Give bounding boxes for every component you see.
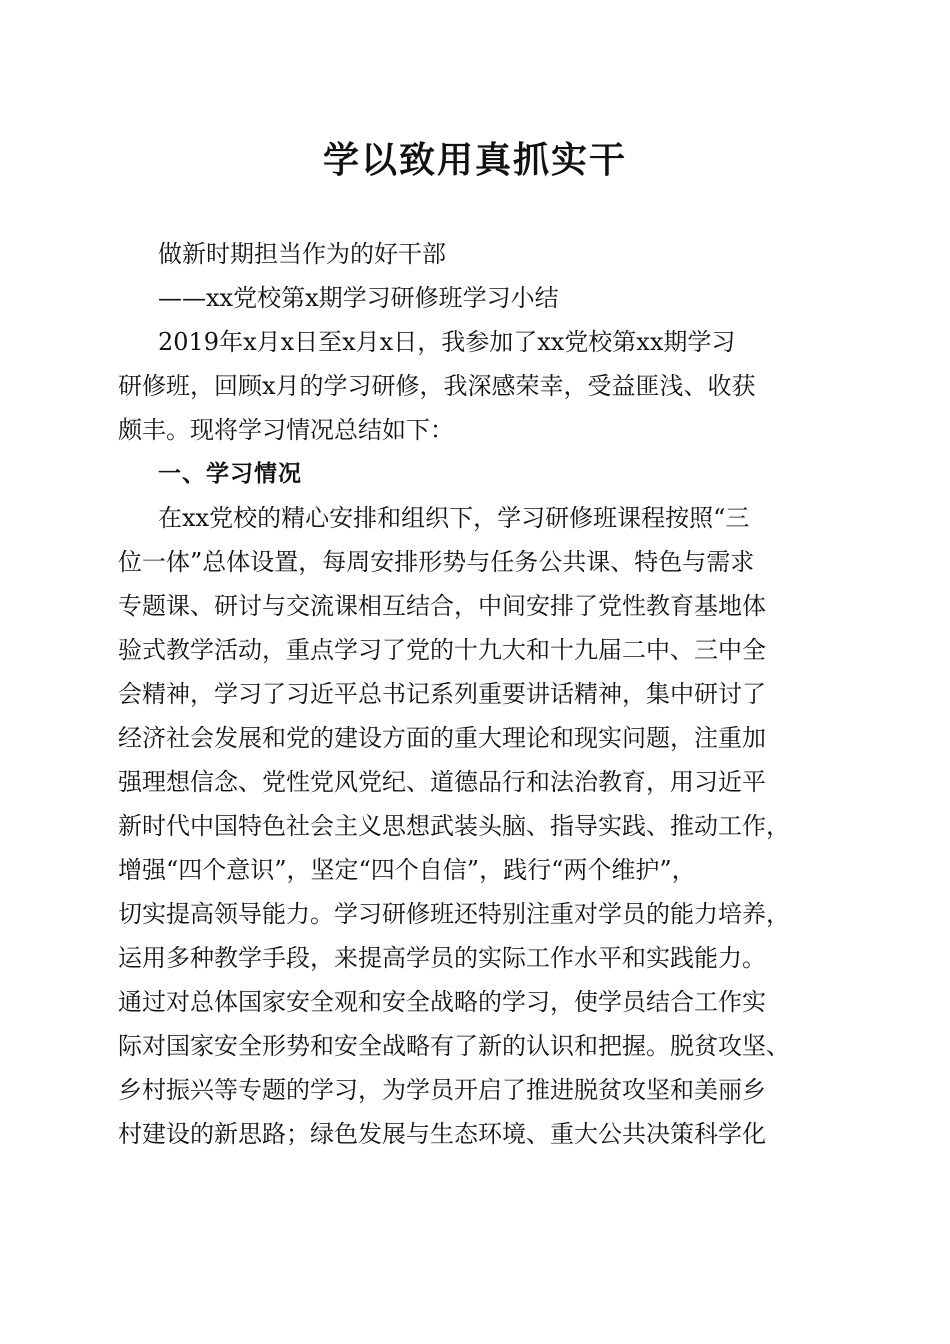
document-title: 学以致用真抓实干 [322, 139, 627, 181]
section-1-line: 位一体”总体设置，每周安排形势与任务公共课、特色与需求 [118, 548, 755, 576]
section-1-line: 运用多种教学手段，来提高学员的实际工作水平和实践能力。 [118, 944, 766, 972]
section-1-line: 村建设的新思路；绿色发展与生态环境、重大公共决策科学化 [118, 1120, 766, 1148]
section-1-line: 通过对总体国家安全观和安全战略的学习，使学员结合工作实 [118, 988, 766, 1016]
section-1-line: 增强“四个意识”，坚定“四个自信”，践行“两个维护”， [118, 856, 696, 884]
section-1-line: 在xx党校的精心安排和组织下，学习研修班课程按照“三 [158, 504, 750, 532]
subtitle-line-2: ——xx党校第x期学习研修班学习小结 [158, 284, 559, 312]
intro-line-2: 研修班，回顾x月的学习研修，我深感荣幸，受益匪浅、收获 [118, 372, 756, 400]
intro-line-1: 2019年x月x日至x月x日，我参加了xx党校第xx期学习 [158, 328, 736, 356]
intro-line-3: 颇丰。现将学习情况总结如下： [118, 416, 454, 444]
section-1-line: 强理想信念、党性党风党纪、道德品行和法治教育，用习近平 [118, 768, 766, 796]
section-1-line: 验式教学活动，重点学习了党的十九大和十九届二中、三中全 [118, 636, 766, 664]
section-1-line: 乡村振兴等专题的学习，为学员开启了推进脱贫攻坚和美丽乡 [118, 1076, 766, 1104]
section-1-heading: 一、学习情况 [158, 461, 302, 487]
section-1-line: 切实提高领导能力。学习研修班还特别注重对学员的能力培养， [118, 900, 790, 928]
section-1-line: 新时代中国特色社会主义思想武装头脑、指导实践、推动工作， [118, 812, 790, 840]
subtitle-line-1: 做新时期担当作为的好干部 [158, 240, 446, 268]
section-1-line: 专题课、研讨与交流课相互结合，中间安排了党性教育基地体 [118, 592, 766, 620]
section-1-line: 会精神，学习了习近平总书记系列重要讲话精神，集中研讨了 [118, 680, 766, 708]
section-1-line: 经济社会发展和党的建设方面的重大理论和现实问题，注重加 [118, 724, 766, 752]
section-1-line: 际对国家安全形势和安全战略有了新的认识和把握。脱贫攻坚、 [118, 1032, 790, 1060]
